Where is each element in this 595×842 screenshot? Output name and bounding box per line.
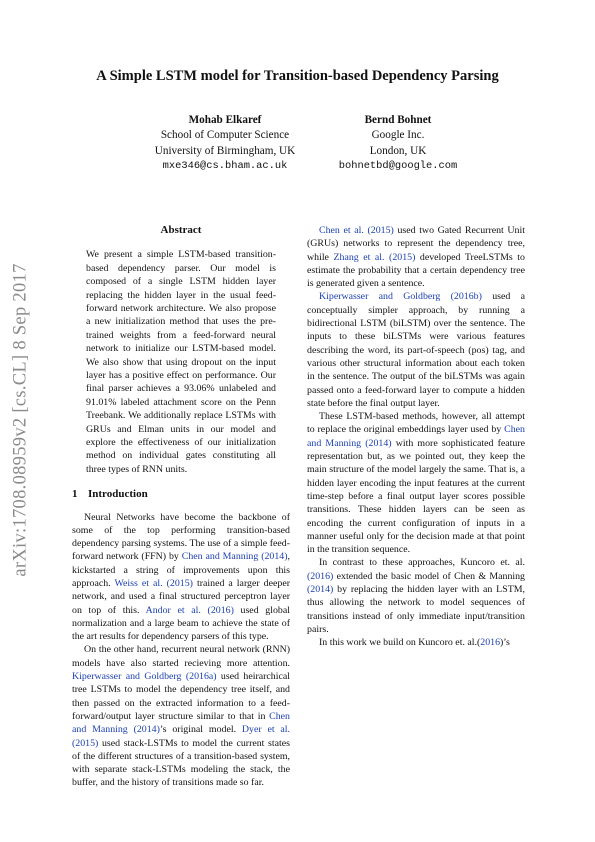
citation-link[interactable]: Chen and Manning (2014) (181, 551, 288, 563)
right-column (307, 224, 525, 650)
citation-link[interactable]: Kiperwasser and Goldberg (2016b) (319, 291, 482, 303)
author-name: Mohab Elkaref (188, 114, 262, 126)
abstract-heading: Abstract (160, 224, 202, 236)
citation-link[interactable]: Chen et al. (2015) (319, 225, 394, 236)
paragraph: In contrast to these approaches, Kuncoro et. al. (2016) extended the basic model of Chen & Manning (2014) by replacing the hidden layer with an LSTM, thus allowing the network to model sequences of transitions instead of only immediate input/transition pairs. (307, 557, 525, 635)
citation-link[interactable]: Dyer et al. (2015) (72, 724, 291, 749)
citation-link[interactable]: (2014) (307, 584, 334, 596)
author-address: University of Birmingham, UK (154, 144, 296, 157)
paragraph: In this work we build on Kuncoro et. al.(2016)’s (319, 637, 510, 649)
author-email[interactable]: bohnetbd@google.com (338, 159, 458, 172)
citation-link[interactable]: Kiperwasser and Goldberg (2016a) (72, 671, 217, 683)
author-name: Bernd Bohnet (364, 114, 432, 126)
citation-link[interactable]: Weiss et al. (2015) (114, 577, 193, 589)
citation-link[interactable]: Chen and Manning (2014) (307, 424, 525, 449)
section-title: Introduction (88, 488, 148, 501)
author-address: London, UK (369, 144, 427, 157)
left-column (72, 224, 291, 789)
author-affiliation: Google Inc. (371, 129, 425, 142)
author-email[interactable]: mxe346@cs.bham.ac.uk (162, 159, 288, 172)
arxiv-identifier: arXiv:1708.08959v2 [cs.CL] 8 Sep 2017 (10, 263, 31, 577)
citation-link[interactable]: 2016 (480, 637, 501, 649)
paragraph: Neural Networks have become the backbone of some of the top performing transition-based dependency parsing systems. The use of a simple feed-forward network (FFN) by Chen and Manning (2014), kickstarted a string of improvements upon this approach. Weiss et al. (2015) trained a larger deeper network, and used a final structured perceptron layer on top of this. Andor et al. (2016) used global normalization and a large beam to achieve the state of the art results for dependency parsers of this type. (72, 511, 290, 643)
abstract-text: We present a simple LSTM-based transition-based dependency parser. Our model is composed of a single LSTM hidden layer replacing the hidden layer in the usual feed-forward network architecture. We also propose a new initialization method that uses the pre-trained weights from a feed-forward neural network to initialize our LSTM-based model. We also show that using dropout on the input layer has a positive effect on performance. Our final parser achieves a 93.06% unlabeled and 91.01% labeled attachment score on the Penn Treebank. We additionally replace LSTMs with GRUs and Elman units in our model and explore the effectiveness of our initialization method on individual gates constituting all three types of RNN units. (86, 249, 276, 475)
paragraph: These LSTM-based methods, however, all attempt to replace the original embeddings layer used by Chen and Manning (2014) with more sophisticated feature representation but, as we pointed out, they keep the main structure of the model largely the same. That is, a hidden layer encoding the input features at the current time-step before a final output layer scores possible transitions. These hidden layers can be seen as encoding the current configuration of inputs in a manner useful only for the decision made at that point in the transition sequence. (307, 411, 525, 556)
author-block-2 (298, 113, 498, 174)
citation-link[interactable]: Zhang et al. (2015) (333, 251, 416, 263)
paper-title: A Simple LSTM model for Transition-based Dependency Parsing (96, 68, 499, 84)
citation-link[interactable]: Chen and Manning (2014) (72, 710, 290, 736)
paragraph: Chen et al. (2015) used two Gated Recurrent Unit (GRUs) networks to represent the dependency tree, while Zhang et al. (2015) developed TreeLSTMs to estimate the probability that a certain dependency tree is generated given a sentence. (307, 225, 525, 290)
section-heading-introduction (72, 488, 290, 501)
citation-link[interactable]: Andor et al. (2016) (145, 604, 234, 616)
paragraph: On the other hand, recurrent neural network (RNN) models have also started recieving more attention. Kiperwasser and Goldberg (2016a) used heirarchical tree LSTMs to model the dependency tree itself, and then passed on the extracted information to a feed-forward/output layer structure similar to that in Chen and Manning (2014)’s original model. Dyer et al. (2015) used stack-LSTMs to model the current states of the different structures of a transition-based system, with separate stack-LSTMs modeling the stack, the buffer, and the history of transitions made so far. (72, 644, 291, 789)
section-number: 1 (72, 488, 78, 501)
citation-link[interactable]: (2016) (307, 570, 334, 582)
author-affiliation: School of Computer Science (160, 129, 290, 142)
arxiv-sidebar (3, 250, 39, 590)
paragraph: Kiperwasser and Goldberg (2016b) used a conceptually simpler approach, by running a bidirectional LSTM (biLSTM) over the sentence. The inputs to these biLSTMs were various features describing the word, its part-of-speech (pos) tag, and various other structural information about each token in the sentence. The output of the biLSTMs was again passed onto a feed-forward layer to compute a hidden state before the final output layer. (307, 291, 525, 409)
